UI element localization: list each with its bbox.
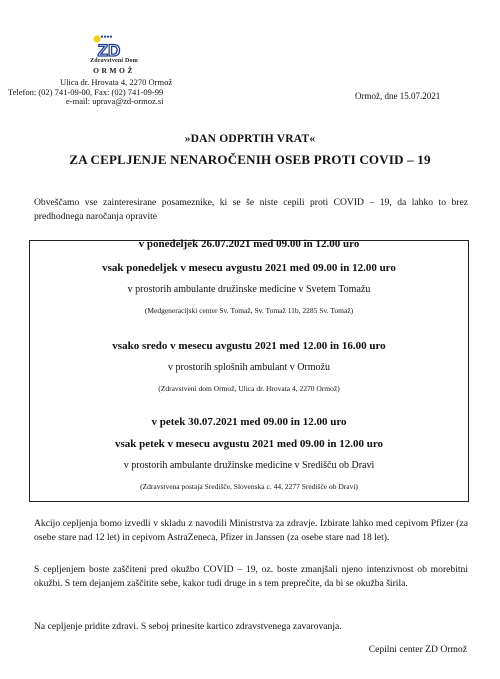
schedule-3-address: (Zdravstvena postaja Središče, Slovenska c. 44, 2277 Središče ob Dravi) (140, 482, 358, 491)
schedule-2-line-1: vsako sredo v mesecu avgustu 2021 med 12.00 in 16.00 uro (112, 340, 386, 352)
schedule-3-line-2: vsak petek v mesecu avgustu 2021 med 09.00 in 12.00 uro (114, 438, 384, 450)
document-title: »DAN ODPRTIH VRAT« (184, 133, 316, 145)
schedule-1-place: v prostorih ambulante družinske medicine v Svetem Tomažu (127, 284, 371, 295)
bring-card-paragraph: Na cepljenje pridite zdravi. S seboj prinesite kartico zdravstvenega zavarovanja. (34, 621, 342, 632)
schedule-1-line-2: vsak ponedeljek v mesecu avgustu 2021 med 09.00 in 12.00 uro (102, 262, 396, 274)
logo-city: ORMOŽ (93, 66, 135, 75)
protection-paragraph: S cepljenjem boste zaščiteni pred okužbo COVID – 19, oz. boste zmanjšali njeno intenzivnost ob morebitni okužbi. S tem dejanjem zaščitite sebe, kakor tudi druge in s tem preprečite, da bi se okužba širila. (34, 564, 468, 589)
schedule-2-place: v prostorih splošnih ambulant v Ormožu (168, 362, 330, 373)
schedule-1-line-1: v ponedeljek 26.07.2021 med 09.00 in 12.00 uro (138, 238, 360, 250)
logo-name: Zdravstveni Dom (90, 58, 138, 64)
document-subtitle: ZA CEPLJENJE NENAROČENIH OSEB PROTI COVID – 19 (69, 152, 431, 167)
schedule-3-place: v prostorih ambulante družinske medicine v Središču ob Dravi (123, 460, 375, 471)
vaccines-paragraph: Akcijo cepljenja bomo izvedli v skladu z navodili Ministrstva za zdravje. Izbirate lahko med cepivom Pfizer (za osebe stare nad 12 let) in cepivom AstraZeneca, Pfizer in Janssen (za osebe stare nad 18 let). (34, 518, 468, 543)
place-date: Ormož, dne 15.07.2021 (355, 91, 441, 101)
clinic-logo-icon (92, 34, 126, 60)
header-address: Ulica dr. Hrovata 4, 2270 Ormož (60, 77, 173, 87)
schedule-3-line-1: v petek 30.07.2021 med 09.00 in 12.00 uro (151, 416, 347, 428)
header-phone-fax: Telefon: (02) 741-09-00, Fax: (02) 741-09-99 (8, 87, 164, 97)
schedule-2-address: (Zdravstveni dom Ormož, Ulica dr. Hrovata 4, 2270 Ormož) (158, 384, 340, 393)
header-email: e-mail: uprava@zd-ormoz.si (66, 96, 164, 106)
schedule-1-address: (Medgeneracijski center Sv. Tomaž, Sv. Tomaž 11b, 2285 Sv. Tomaž) (144, 306, 354, 315)
signature: Cepilni center ZD Ormož (368, 644, 467, 655)
intro-paragraph: Obveščamo vse zainteresirane posameznike, ki se še niste cepili proti COVID – 19, da lahko to brez predhodnega naročanja opravite (34, 197, 468, 222)
logo-letters: ZD (97, 41, 121, 60)
